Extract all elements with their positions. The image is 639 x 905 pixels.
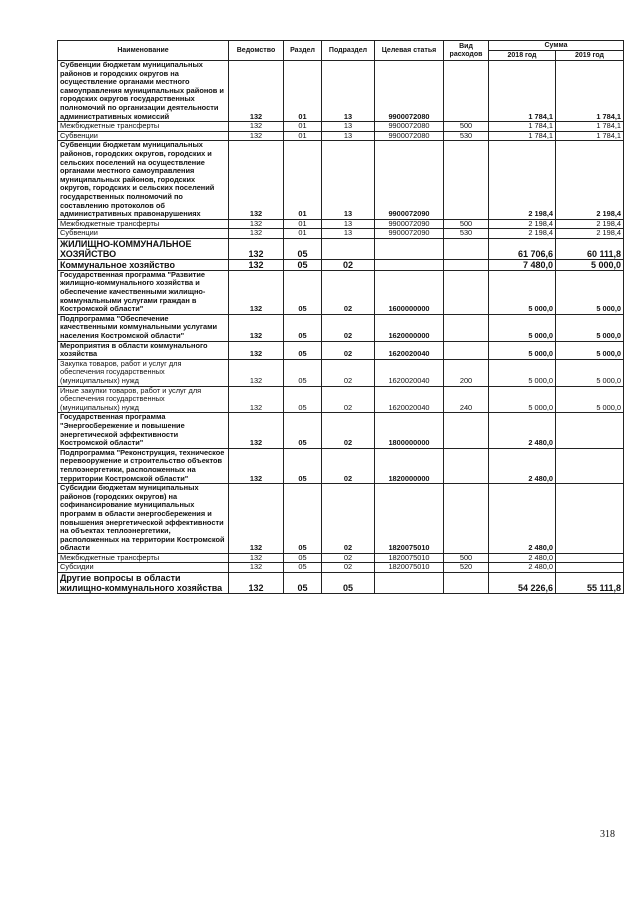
row-sum-2018-cell: 5 000,0 xyxy=(489,270,556,314)
row-name-cell: Подпрограмма "Обеспечение качественными коммунальными услугами населения Костромской области" xyxy=(58,314,229,341)
row-tselevaya-cell: 9900072090 xyxy=(375,229,444,239)
row-razdel-cell: 05 xyxy=(284,563,322,573)
row-sum-2018-cell: 5 000,0 xyxy=(489,341,556,359)
row-vedomstvo-cell: 132 xyxy=(229,484,284,554)
table-row xyxy=(58,553,624,563)
row-name-cell: ЖИЛИЩНО-КОММУНАЛЬНОЕ ХОЗЯЙСТВО xyxy=(58,238,229,259)
row-name-cell: Субвенции xyxy=(58,131,229,141)
row-sum-2018-cell: 5 000,0 xyxy=(489,359,556,386)
row-sum-2019-cell: 5 000,0 xyxy=(556,386,624,413)
row-podrazdel-cell: 02 xyxy=(322,270,375,314)
row-podrazdel-cell: 02 xyxy=(322,314,375,341)
row-vedomstvo-cell: 132 xyxy=(229,413,284,448)
row-tselevaya-cell: 1820075010 xyxy=(375,484,444,554)
row-razdel-cell: 05 xyxy=(284,553,322,563)
row-razdel-cell: 01 xyxy=(284,141,322,219)
table-row xyxy=(58,259,624,270)
row-sum-2018-cell: 5 000,0 xyxy=(489,386,556,413)
header-row-top xyxy=(58,41,624,51)
row-vedomstvo-cell: 132 xyxy=(229,563,284,573)
row-podrazdel-cell: 02 xyxy=(322,413,375,448)
row-vedomstvo-cell: 132 xyxy=(229,259,284,270)
row-tselevaya-cell xyxy=(375,573,444,594)
row-podrazdel-cell: 13 xyxy=(322,61,375,122)
table-row xyxy=(58,61,624,122)
row-vedomstvo-cell: 132 xyxy=(229,229,284,239)
row-sum-2019-cell: 2 198,4 xyxy=(556,141,624,219)
row-tselevaya-cell: 9900072080 xyxy=(375,122,444,132)
row-sum-2018-cell: 2 480,0 xyxy=(489,484,556,554)
table-row xyxy=(58,484,624,554)
row-name-cell: Другие вопросы в области жилищно-коммунального хозяйства xyxy=(58,573,229,594)
row-podrazdel-cell: 13 xyxy=(322,131,375,141)
col-summa-header: Сумма xyxy=(489,41,624,51)
row-name-cell: Субсидии бюджетам муниципальных районов (городских округов) на софинансирование муниципальных программ в области энергосбережения и повышения энергетической эффективности на объектах теплоэнергетики, расположенных на территории Костромской области xyxy=(58,484,229,554)
row-sum-2018-cell: 5 000,0 xyxy=(489,314,556,341)
row-vid-cell xyxy=(444,573,489,594)
row-podrazdel-cell: 02 xyxy=(322,359,375,386)
table-row xyxy=(58,341,624,359)
row-name-cell: Подпрограмма "Реконструкция, техническое перевооружение и строительство объектов теплоэнергетики, расположенных на территории Костромской области" xyxy=(58,448,229,483)
row-vid-cell: 530 xyxy=(444,229,489,239)
row-sum-2019-cell xyxy=(556,484,624,554)
row-vid-cell xyxy=(444,413,489,448)
table-row xyxy=(58,563,624,573)
row-sum-2019-cell: 5 000,0 xyxy=(556,341,624,359)
row-vid-cell: 500 xyxy=(444,122,489,132)
row-tselevaya-cell: 1820000000 xyxy=(375,448,444,483)
row-podrazdel-cell: 02 xyxy=(322,553,375,563)
row-sum-2018-cell: 61 706,6 xyxy=(489,238,556,259)
row-razdel-cell: 01 xyxy=(284,61,322,122)
row-sum-2019-cell xyxy=(556,553,624,563)
budget-sheet xyxy=(57,40,624,594)
row-vedomstvo-cell: 132 xyxy=(229,141,284,219)
row-razdel-cell: 05 xyxy=(284,413,322,448)
row-razdel-cell: 05 xyxy=(284,270,322,314)
col-razdel-header: Раздел xyxy=(284,41,322,61)
row-name-cell: Субвенции xyxy=(58,229,229,239)
row-vid-cell xyxy=(444,448,489,483)
table-row xyxy=(58,359,624,386)
row-sum-2018-cell: 2 198,4 xyxy=(489,219,556,229)
row-sum-2019-cell: 2 198,4 xyxy=(556,229,624,239)
row-sum-2018-cell: 1 784,1 xyxy=(489,61,556,122)
col-vid-header: Вид расходов xyxy=(444,41,489,61)
table-row xyxy=(58,314,624,341)
row-name-cell: Субсидии xyxy=(58,563,229,573)
row-podrazdel-cell: 02 xyxy=(322,448,375,483)
row-sum-2019-cell: 2 198,4 xyxy=(556,219,624,229)
table-row xyxy=(58,270,624,314)
row-vedomstvo-cell: 132 xyxy=(229,61,284,122)
table-row xyxy=(58,413,624,448)
row-vid-cell xyxy=(444,61,489,122)
row-podrazdel-cell: 13 xyxy=(322,122,375,132)
col-2018-header: 2018 год xyxy=(489,51,556,61)
table-row xyxy=(58,219,624,229)
row-razdel-cell: 01 xyxy=(284,131,322,141)
row-vedomstvo-cell: 132 xyxy=(229,573,284,594)
row-razdel-cell: 05 xyxy=(284,573,322,594)
row-sum-2019-cell: 1 784,1 xyxy=(556,61,624,122)
col-podrazdel-header: Подраздел xyxy=(322,41,375,61)
row-sum-2018-cell: 2 198,4 xyxy=(489,141,556,219)
row-razdel-cell: 01 xyxy=(284,122,322,132)
row-podrazdel-cell: 02 xyxy=(322,386,375,413)
row-sum-2018-cell: 1 784,1 xyxy=(489,131,556,141)
row-vedomstvo-cell: 132 xyxy=(229,341,284,359)
row-name-cell: Иные закупки товаров, работ и услуг для обеспечения государственных (муниципальных) нужд xyxy=(58,386,229,413)
row-name-cell: Государственная программа "Развитие жилищно-коммунального хозяйства и обеспечение качественными жилищно-коммунальными услугами граждан в Костромской области" xyxy=(58,270,229,314)
row-vid-cell: 240 xyxy=(444,386,489,413)
row-podrazdel-cell: 02 xyxy=(322,563,375,573)
row-sum-2018-cell: 2 480,0 xyxy=(489,413,556,448)
table-row xyxy=(58,131,624,141)
row-tselevaya-cell: 1620020040 xyxy=(375,386,444,413)
row-sum-2018-cell: 1 784,1 xyxy=(489,122,556,132)
row-sum-2018-cell: 2 480,0 xyxy=(489,448,556,483)
row-razdel-cell: 05 xyxy=(284,359,322,386)
table-row xyxy=(58,386,624,413)
page-number: 318 xyxy=(600,829,615,840)
row-podrazdel-cell: 13 xyxy=(322,219,375,229)
row-razdel-cell: 05 xyxy=(284,314,322,341)
row-tselevaya-cell: 1800000000 xyxy=(375,413,444,448)
row-name-cell: Государственная программа "Энергосбережение и повышение энергетической эффективности Костромской области" xyxy=(58,413,229,448)
row-razdel-cell: 05 xyxy=(284,341,322,359)
row-vedomstvo-cell: 132 xyxy=(229,448,284,483)
row-vid-cell xyxy=(444,238,489,259)
row-tselevaya-cell xyxy=(375,238,444,259)
col-name-header: Наименование xyxy=(58,41,229,61)
row-podrazdel-cell: 13 xyxy=(322,229,375,239)
row-sum-2019-cell xyxy=(556,413,624,448)
row-sum-2018-cell: 2 198,4 xyxy=(489,229,556,239)
budget-body xyxy=(58,61,624,594)
row-tselevaya-cell: 1620020040 xyxy=(375,359,444,386)
table-row xyxy=(58,229,624,239)
table-row xyxy=(58,122,624,132)
row-vedomstvo-cell: 132 xyxy=(229,131,284,141)
row-podrazdel-cell xyxy=(322,238,375,259)
row-podrazdel-cell: 02 xyxy=(322,259,375,270)
row-tselevaya-cell: 9900072090 xyxy=(375,141,444,219)
row-razdel-cell: 01 xyxy=(284,219,322,229)
row-vid-cell: 520 xyxy=(444,563,489,573)
row-name-cell: Субвенции бюджетам муниципальных районов и городских округов на осуществление органами местного самоуправления муниципальных районов и городских округов государственных полномочий по организации деятельности административных комиссий xyxy=(58,61,229,122)
row-name-cell: Мероприятия в области коммунального хозяйства xyxy=(58,341,229,359)
row-sum-2018-cell: 2 480,0 xyxy=(489,563,556,573)
row-vid-cell: 500 xyxy=(444,219,489,229)
row-sum-2019-cell xyxy=(556,563,624,573)
row-razdel-cell: 05 xyxy=(284,238,322,259)
row-vedomstvo-cell: 132 xyxy=(229,219,284,229)
table-row xyxy=(58,238,624,259)
row-tselevaya-cell: 1600000000 xyxy=(375,270,444,314)
table-row xyxy=(58,448,624,483)
row-razdel-cell: 05 xyxy=(284,448,322,483)
row-tselevaya-cell: 1820075010 xyxy=(375,553,444,563)
row-vid-cell xyxy=(444,141,489,219)
row-name-cell: Субвенции бюджетам муниципальных районов, городских округов, городских и сельских поселений на осуществление органами местного самоуправления муниципальных районов, городских округов, городских и сельских поселений государственных полномочий по составлению протоколов об административных правонарушениях xyxy=(58,141,229,219)
row-vid-cell xyxy=(444,259,489,270)
row-tselevaya-cell: 9900072080 xyxy=(375,131,444,141)
row-sum-2019-cell: 1 784,1 xyxy=(556,131,624,141)
row-vedomstvo-cell: 132 xyxy=(229,553,284,563)
table-row xyxy=(58,573,624,594)
col-tselevaya-header: Целевая статья xyxy=(375,41,444,61)
row-tselevaya-cell: 1820075010 xyxy=(375,563,444,573)
col-2019-header: 2019 год xyxy=(556,51,624,61)
row-sum-2019-cell: 5 000,0 xyxy=(556,314,624,341)
row-tselevaya-cell: 9900072080 xyxy=(375,61,444,122)
row-tselevaya-cell: 1620020040 xyxy=(375,341,444,359)
row-name-cell: Межбюджетные трансферты xyxy=(58,553,229,563)
row-vedomstvo-cell: 132 xyxy=(229,238,284,259)
row-name-cell: Коммунальное хозяйство xyxy=(58,259,229,270)
row-tselevaya-cell: 1620000000 xyxy=(375,314,444,341)
row-vid-cell xyxy=(444,314,489,341)
row-sum-2019-cell: 5 000,0 xyxy=(556,270,624,314)
row-podrazdel-cell: 02 xyxy=(322,341,375,359)
row-vedomstvo-cell: 132 xyxy=(229,386,284,413)
row-sum-2019-cell: 5 000,0 xyxy=(556,259,624,270)
row-razdel-cell: 05 xyxy=(284,259,322,270)
row-vedomstvo-cell: 132 xyxy=(229,270,284,314)
row-podrazdel-cell: 13 xyxy=(322,141,375,219)
row-razdel-cell: 01 xyxy=(284,229,322,239)
row-name-cell: Межбюджетные трансферты xyxy=(58,122,229,132)
row-sum-2019-cell xyxy=(556,448,624,483)
row-sum-2019-cell: 5 000,0 xyxy=(556,359,624,386)
row-vid-cell xyxy=(444,341,489,359)
row-razdel-cell: 05 xyxy=(284,484,322,554)
row-tselevaya-cell: 9900072090 xyxy=(375,219,444,229)
row-podrazdel-cell: 02 xyxy=(322,484,375,554)
row-vid-cell: 530 xyxy=(444,131,489,141)
row-podrazdel-cell: 05 xyxy=(322,573,375,594)
row-vedomstvo-cell: 132 xyxy=(229,122,284,132)
row-vedomstvo-cell: 132 xyxy=(229,314,284,341)
row-tselevaya-cell xyxy=(375,259,444,270)
row-vid-cell xyxy=(444,270,489,314)
row-vedomstvo-cell: 132 xyxy=(229,359,284,386)
row-name-cell: Закупка товаров, работ и услуг для обеспечения государственных (муниципальных) нужд xyxy=(58,359,229,386)
row-vid-cell xyxy=(444,484,489,554)
table-row xyxy=(58,141,624,219)
row-vid-cell: 200 xyxy=(444,359,489,386)
row-sum-2018-cell: 7 480,0 xyxy=(489,259,556,270)
budget-table xyxy=(57,40,624,594)
row-razdel-cell: 05 xyxy=(284,386,322,413)
row-sum-2019-cell: 55 111,8 xyxy=(556,573,624,594)
row-sum-2019-cell: 60 111,8 xyxy=(556,238,624,259)
row-sum-2019-cell: 1 784,1 xyxy=(556,122,624,132)
row-sum-2018-cell: 2 480,0 xyxy=(489,553,556,563)
row-sum-2018-cell: 54 226,6 xyxy=(489,573,556,594)
row-name-cell: Межбюджетные трансферты xyxy=(58,219,229,229)
col-vedomstvo-header: Ведомство xyxy=(229,41,284,61)
row-vid-cell: 500 xyxy=(444,553,489,563)
